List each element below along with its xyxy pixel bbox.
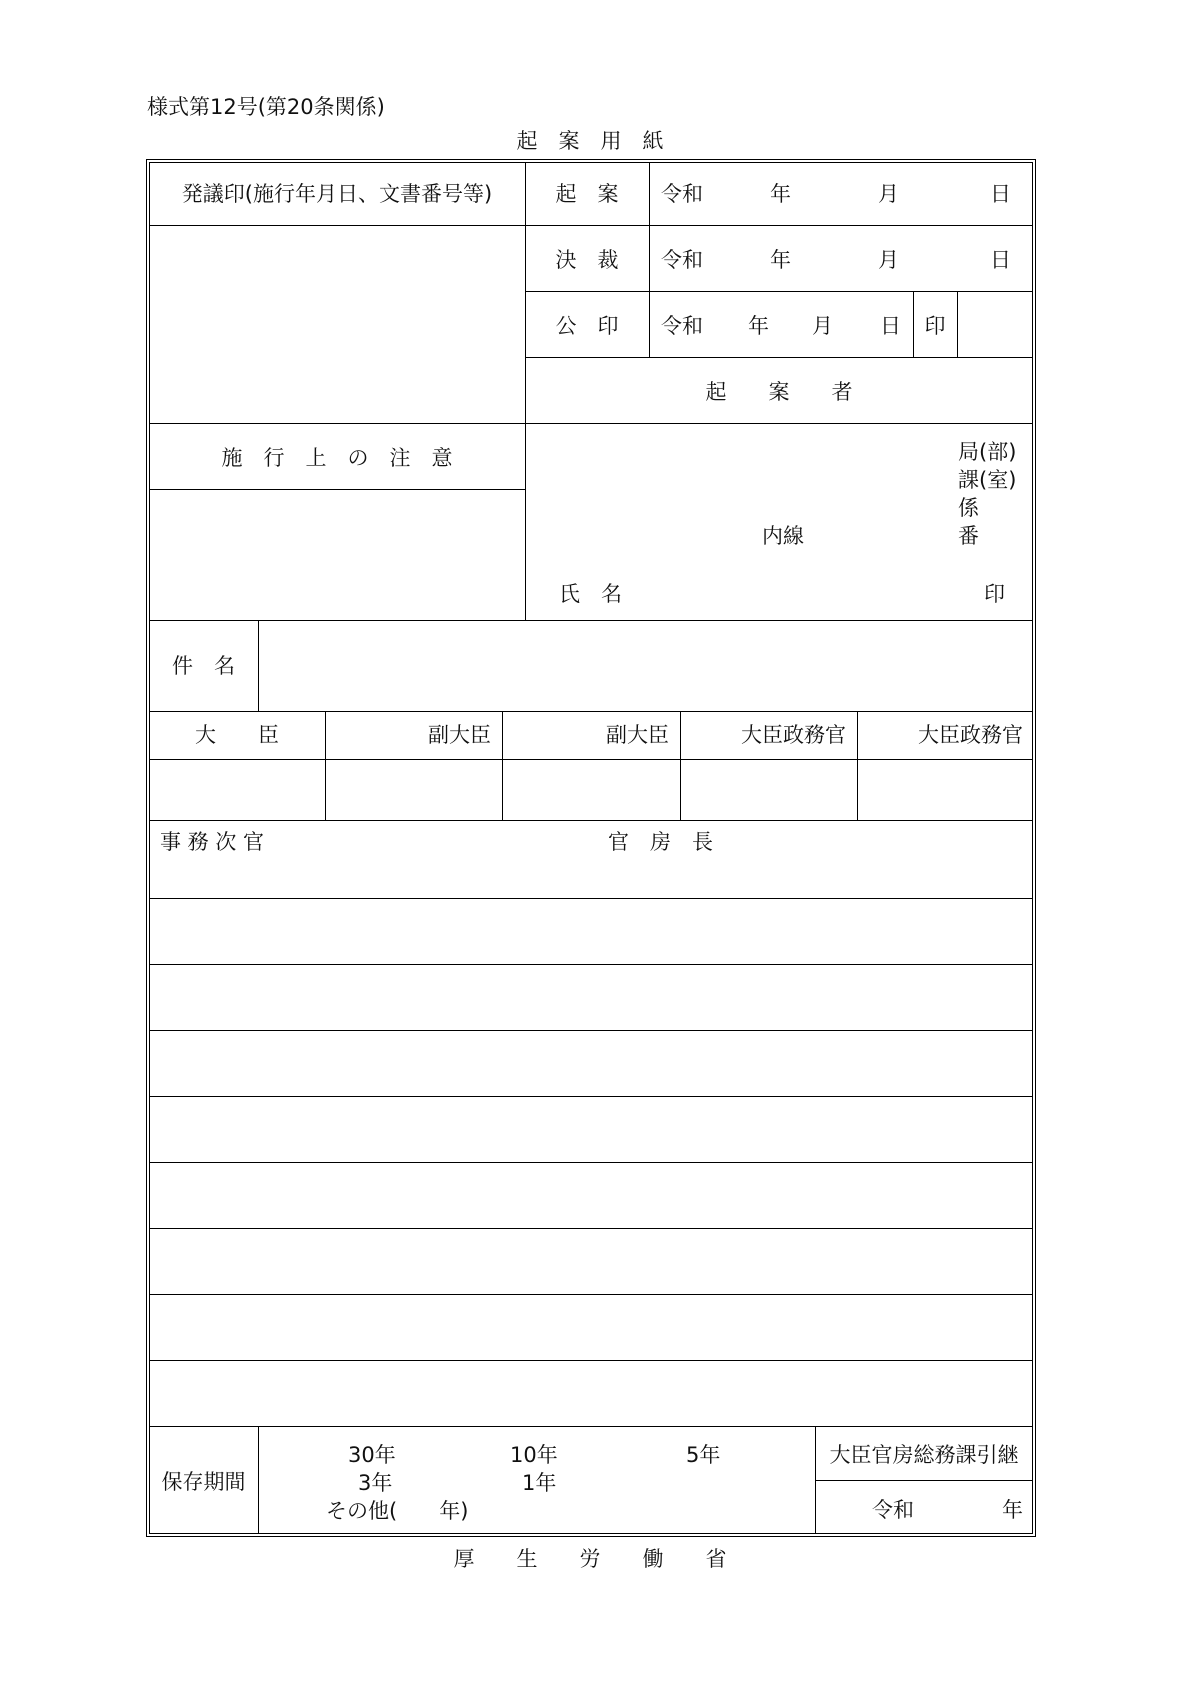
rule-h: [149, 489, 525, 490]
rule-h: [149, 759, 1033, 760]
hatsugi-label: 発議印(施行年月日、文書番号等): [181, 182, 493, 206]
handover-reiwa: 令和: [872, 1498, 914, 1522]
approver-vice-minister-1: 副大臣: [428, 723, 491, 747]
rule-v: [815, 1426, 816, 1534]
rule-h: [149, 1294, 1033, 1295]
rule-h: [149, 1030, 1033, 1031]
jimujikan-label: 事 務 次 官: [160, 830, 265, 854]
rule-h: [149, 1360, 1033, 1361]
approver-parliamentary-2: 大臣政務官: [918, 723, 1023, 747]
form-inner-border: [149, 162, 1033, 1534]
rule-h: [149, 898, 1033, 899]
kanbocho-label: 官 房 長: [608, 830, 713, 854]
rule-h: [149, 225, 1033, 226]
kessai-day: 日: [990, 248, 1011, 272]
rule-v: [957, 291, 958, 357]
rule-h: [149, 423, 1033, 424]
retention-3y: 3年: [358, 1471, 393, 1495]
kessai-label: 決 裁: [555, 248, 619, 272]
rule-h: [149, 1228, 1033, 1229]
retention-5y: 5年: [686, 1443, 721, 1467]
koin-day: 日: [880, 314, 901, 338]
approver-minister: 大 臣: [195, 723, 279, 747]
kessai-month: 月: [878, 248, 899, 272]
rule-v: [649, 162, 650, 357]
handover-label: 大臣官房総務課引継: [829, 1443, 1019, 1467]
form-title: 起 案 用 紙: [516, 129, 664, 153]
ban-label: 番: [958, 524, 979, 548]
rule-h: [815, 1480, 1033, 1481]
form-number: 様式第12号(第20条関係): [147, 95, 385, 119]
kian-label: 起 案: [555, 182, 619, 206]
shimei-label: 氏 名: [559, 582, 622, 606]
kessai-reiwa: 令和: [661, 248, 703, 272]
koin-year: 年: [748, 314, 769, 338]
rule-h: [149, 711, 1033, 712]
retention-10y: 10年: [510, 1443, 558, 1467]
drafter-seal: 印: [984, 582, 1005, 606]
notes-label: 施 行 上 の 注 意: [221, 446, 453, 470]
rule-h: [149, 1162, 1033, 1163]
kessai-year: 年: [770, 248, 791, 272]
rule-h: [525, 357, 1033, 358]
kakari-label: 係: [958, 496, 979, 520]
kiansha-label: 起 案 者: [705, 380, 853, 404]
retention-other: その他( 年): [326, 1499, 469, 1523]
retention-1y: 1年: [522, 1471, 557, 1495]
rule-h: [149, 620, 1033, 621]
subject-label: 件 名: [172, 654, 235, 678]
rule-h: [149, 1426, 1033, 1427]
rule-v: [258, 1426, 259, 1534]
koin-label: 公 印: [555, 314, 619, 338]
retention-30y: 30年: [348, 1443, 396, 1467]
handover-year: 年: [1002, 1498, 1023, 1522]
rule-h: [149, 1096, 1033, 1097]
rule-v: [258, 620, 259, 711]
kian-reiwa: 令和: [661, 182, 703, 206]
kyoku-label: 局(部): [958, 440, 1017, 464]
naisen-label: 内線: [762, 524, 804, 548]
ka-label: 課(室): [958, 468, 1017, 492]
ministry-name: 厚 生 労 働 省: [453, 1547, 727, 1571]
kian-day: 日: [990, 182, 1011, 206]
koin-reiwa: 令和: [661, 314, 703, 338]
rule-h: [149, 964, 1033, 965]
kian-year: 年: [770, 182, 791, 206]
koin-month: 月: [812, 314, 833, 338]
rule-h: [149, 820, 1033, 821]
kian-month: 月: [878, 182, 899, 206]
approver-vice-minister-2: 副大臣: [606, 723, 669, 747]
koin-seal: 印: [924, 314, 946, 338]
retention-label: 保存期間: [161, 1470, 246, 1494]
approver-parliamentary-1: 大臣政務官: [741, 723, 846, 747]
